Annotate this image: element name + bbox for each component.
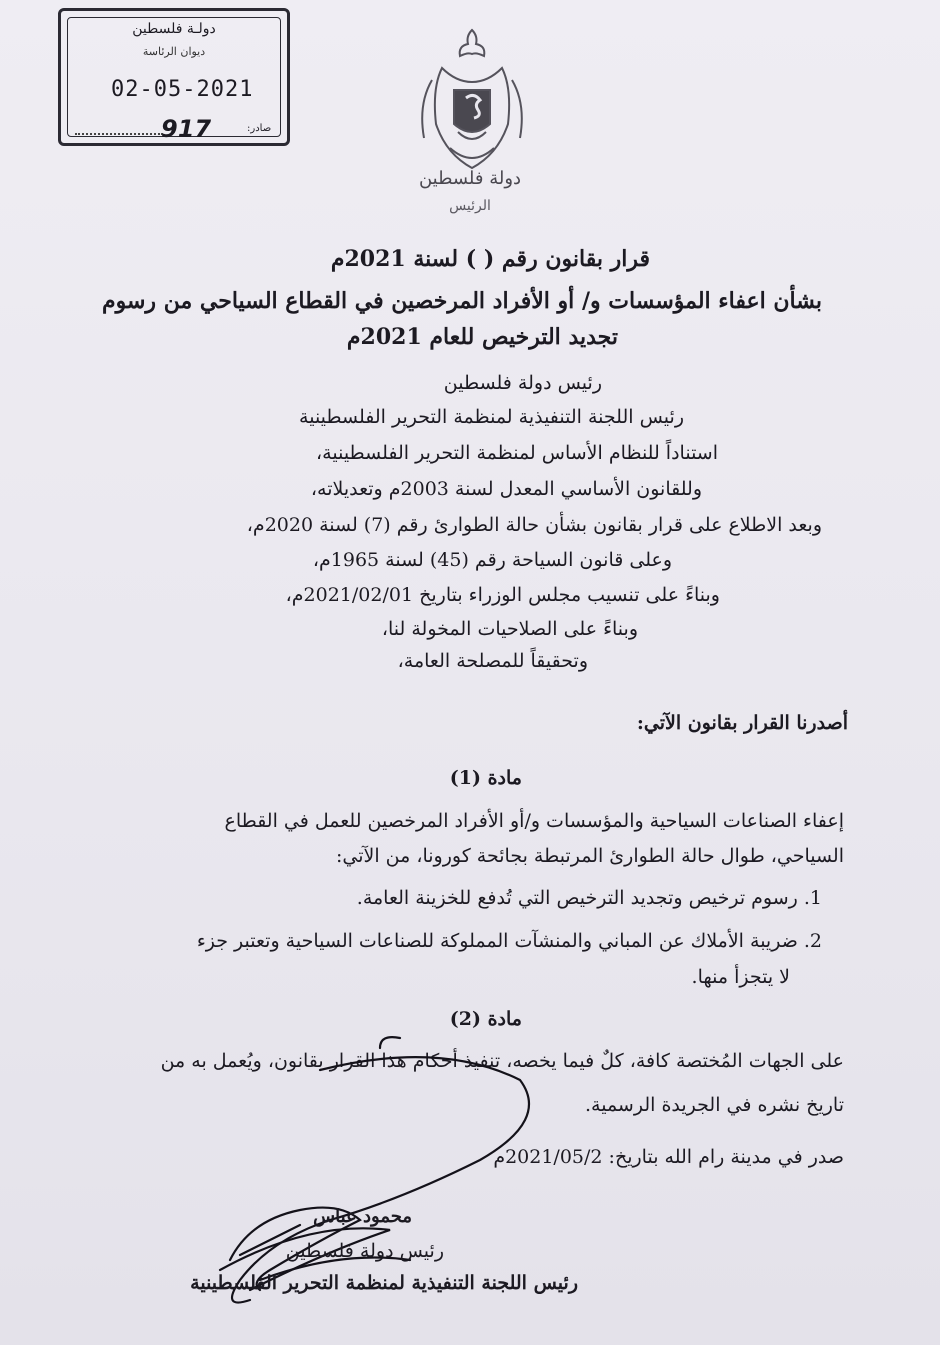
preamble-line: وتحقيقاً للمصلحة العامة، <box>397 650 588 672</box>
article2-text-line1: على الجهات المُختصة كافة، كلٌ فيما يخصه، تنفيذ أحكام هذا القرار بقانون، ويُعمل به من <box>160 1050 844 1072</box>
preamble-line: وبناءً على تنسيب مجلس الوزراء بتاريخ 2021/02/01م، <box>285 584 720 606</box>
article2-heading: مادة (2) <box>449 1008 522 1030</box>
issued-heading: أصدرنا القرار بقانون الآتي: <box>636 712 848 734</box>
signatory-title2: رئيس اللجنة التنفيذية لمنظمة التحرير الفلسطينية <box>190 1272 578 1294</box>
article1-item1: 1. رسوم ترخيص وتجديد الترخيص التي تُدفع للخزينة العامة. <box>356 887 822 909</box>
stamp-number-label: صادر: <box>247 123 272 134</box>
article1-item2-line1: 2. ضريبة الأملاك عن المباني والمنشآت المملوكة للصناعات السياحية وتعتبر جزء <box>196 930 822 952</box>
decree-subject-line2: تجديد الترخيص للعام 2021م <box>346 324 618 350</box>
decree-title: قرار بقانون رقم ( ) لسنة 2021م <box>330 246 650 272</box>
emblem-caption-state: دولة فلسطين <box>418 168 522 189</box>
preamble-line: وعلى قانون السياحة رقم (45) لسنة 1965م، <box>312 549 672 571</box>
stamp-country: دولـة فلسطين <box>132 21 216 37</box>
article1-text-line2: السياحي، طوال حالة الطوارئ المرتبطة بجائحة كورونا، من الآتي: <box>335 845 844 867</box>
stamp-number: 917 <box>161 115 212 143</box>
preamble-line: رئيس اللجنة التنفيذية لمنظمة التحرير الفلسطينية <box>299 406 684 428</box>
emblem-caption-president: الرئيس <box>449 198 491 214</box>
preamble-line: رئيس دولة فلسطين <box>443 372 602 394</box>
issue-place-date: صدر في مدينة رام الله بتاريخ: 2021/05/2م <box>493 1146 844 1168</box>
preamble-line: وللقانون الأساسي المعدل لسنة 2003م وتعديلاته، <box>310 478 702 500</box>
preamble-line: استناداً للنظام الأساس لمنظمة التحرير الفلسطينية، <box>316 442 718 464</box>
article2-text-line2: تاريخ نشره في الجريدة الرسمية. <box>584 1094 844 1116</box>
stamp-office: ديوان الرئاسة <box>142 45 206 58</box>
article1-text-line1: إعفاء الصناعات السياحية والمؤسسات و/أو الأفراد المرخصين للعمل في القطاع <box>224 810 844 832</box>
signatory-title1: رئيس دولة فلسطين <box>285 1240 444 1262</box>
registry-stamp <box>58 8 290 146</box>
signatory-name: محمود عباس <box>313 1206 412 1227</box>
article1-item2-line2: لا يتجزأ منها. <box>691 966 790 988</box>
article1-heading: مادة (1) <box>449 767 522 789</box>
stamp-date: 02-05-2021 <box>111 77 254 102</box>
preamble-line: وبعد الاطلاع على قرار بقانون بشأن حالة الطوارئ رقم (7) لسنة 2020م، <box>246 514 822 536</box>
stamp-dotted-line <box>75 133 163 135</box>
preamble-line: وبناءً على الصلاحيات المخولة لنا، <box>381 618 638 640</box>
decree-subject-line1: بشأن اعفاء المؤسسات و/ أو الأفراد المرخصين في القطاع السياحي من رسوم <box>102 288 822 314</box>
